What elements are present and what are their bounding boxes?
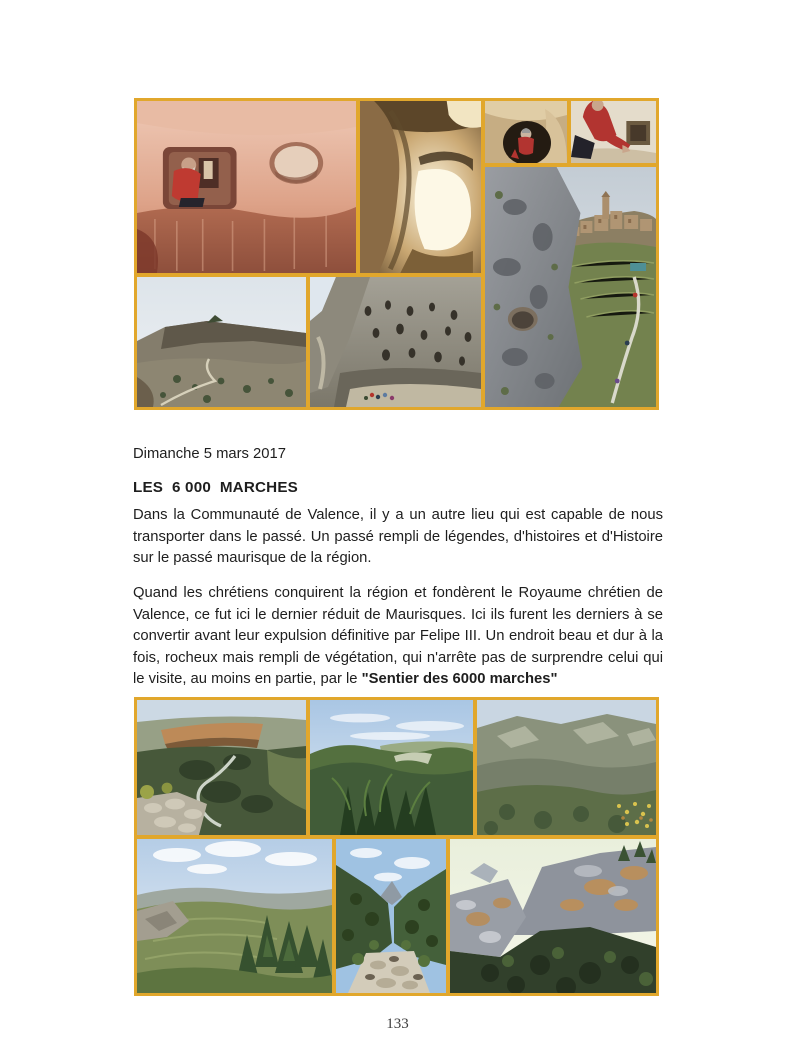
paragraph-2-bold-quote: "Sentier des 6000 marches"	[361, 671, 558, 687]
photo-collage-bottom	[134, 697, 659, 996]
section-title: LES 6 000 MARCHES	[133, 479, 299, 496]
photo-canyon-river	[137, 700, 306, 835]
collage-top-row1	[137, 101, 481, 273]
photo-mountain-gorge	[477, 700, 656, 835]
photo-cave-crawl-man	[571, 101, 656, 163]
photo-cliff-cave-holes	[310, 277, 481, 407]
collage-top-row2	[137, 277, 481, 407]
photo-shaded-canyon	[450, 839, 656, 993]
photo-cliff-village	[485, 167, 656, 407]
photo-cave-light-shaft	[360, 101, 481, 273]
photo-green-valley	[310, 700, 473, 835]
collage-top-right-column	[485, 101, 656, 407]
photo-cave-hole-man	[485, 101, 567, 163]
paragraph-2-text: Quand les chrétiens conquirent la région et fondèrent le Royaume chrétien de Valence, ce fut ici le dernier réduit de Maurisques. Ici ils furent les derniers à se convertir avant leur expulsion définitive par Felipe III. Un endroit beau et dur à la fois, rocheux mais rempli de végétation, qui n'arrête pas de surprendre celui qui le visite, au moins en partie, par le	[133, 585, 663, 687]
date-line: Dimanche 5 mars 2017	[133, 446, 286, 462]
photo-cave-room-man	[137, 101, 356, 273]
collage-top-left-column	[137, 101, 481, 407]
collage-top-row3	[485, 101, 656, 163]
photo-pine-hillside	[137, 839, 332, 993]
paragraph-1: Dans la Communauté de Valence, il y a un autre lieu qui est capable de nous transporter dans le passé. Un passé rempli de légendes, d'histoires et d'Histoire sur le passé maurisque de la région.	[133, 507, 663, 566]
paragraph-2	[133, 583, 663, 691]
photo-collage-top	[134, 98, 659, 410]
photo-v-valley	[336, 839, 446, 993]
collage-bottom-row1	[137, 700, 656, 835]
photo-plateau-landscape	[137, 277, 306, 407]
collage-bottom-row2	[137, 839, 656, 993]
page-number: 133	[386, 1016, 409, 1032]
